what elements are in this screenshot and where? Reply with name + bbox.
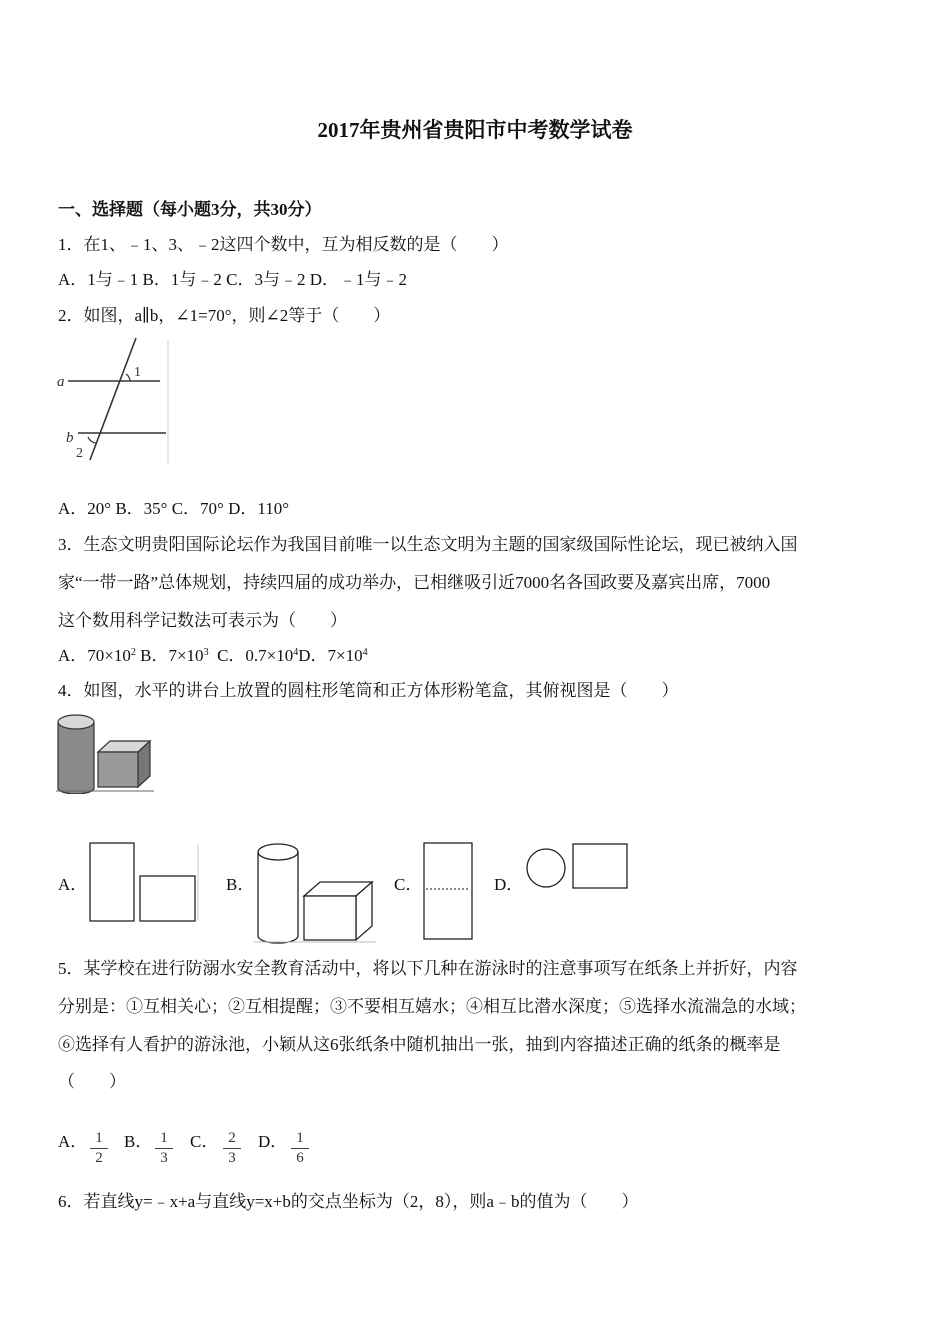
section-heading: 一、选择题（每小题3分，共30分） bbox=[58, 200, 322, 219]
q5-fraction-a-denominator: 2 bbox=[95, 1150, 103, 1166]
q2-options: A．20° B．35° C．70° D．110° bbox=[58, 499, 290, 518]
q5-fraction-a bbox=[88, 1130, 110, 1167]
q1-options: A．1与﹣1 B．1与﹣2 C．3与﹣2 D．﹣1与﹣2 bbox=[58, 270, 407, 289]
page-title: 2017年贵州省贵阳市中考数学试卷 bbox=[317, 118, 633, 142]
q4-option-c-label: C． bbox=[394, 875, 423, 894]
q4-option-b-figure bbox=[254, 840, 378, 946]
q2-label-1: 1 bbox=[134, 365, 141, 380]
q5-fraction-c-numerator: 2 bbox=[228, 1130, 236, 1146]
q4-option-c-figure bbox=[422, 840, 476, 942]
q3-option-a: A．70×10 bbox=[58, 646, 131, 665]
q4-option-d-figure bbox=[522, 840, 632, 894]
q3-option-d: D．7×10 bbox=[298, 646, 363, 665]
q3-option-c-exponent: 4 bbox=[293, 647, 299, 658]
q5-fraction-b-denominator: 3 bbox=[160, 1150, 168, 1166]
q5-option-b-label: B． bbox=[124, 1132, 153, 1151]
q5-fraction-d-denominator: 6 bbox=[296, 1150, 304, 1166]
q5-option-d-label: D． bbox=[258, 1132, 288, 1151]
q5-option-c-label: C． bbox=[190, 1132, 219, 1151]
q5-fraction-d bbox=[289, 1130, 311, 1167]
q2-label-b: b bbox=[66, 430, 74, 446]
q3-options bbox=[58, 645, 368, 667]
q5-line-1: 5．某学校在进行防溺水安全教育活动中，将以下几种在游泳时的注意事项写在纸条上并折好，内容 bbox=[58, 959, 798, 978]
q4-option-a-label: A． bbox=[58, 875, 88, 894]
q5-fraction-b bbox=[153, 1130, 175, 1167]
q3-option-b-exponent: 3 bbox=[203, 647, 209, 658]
q3-option-d-exponent: 4 bbox=[362, 647, 368, 658]
q4-option-d-label: D． bbox=[494, 875, 524, 894]
q5-option-a-label: A． bbox=[58, 1132, 88, 1151]
q6-stem: 6．若直线y=﹣x+a与直线y=x+b的交点坐标为（2，8），则a﹣b的值为（ ） bbox=[58, 1192, 639, 1211]
q4-option-a-figure bbox=[88, 840, 200, 924]
q5-line-3: ⑥选择有人看护的游泳池，小颖从这6张纸条中随机抽出一张，抽到内容描述正确的纸条的概率是 bbox=[58, 1035, 781, 1054]
q1-stem: 1．在1、﹣1、3、﹣2这四个数中，互为相反数的是（ ） bbox=[58, 235, 509, 254]
q2-stem: 2．如图，a∥b，∠1=70°，则∠2等于（ ） bbox=[58, 306, 391, 325]
q4-option-b-label: B． bbox=[226, 875, 255, 894]
q5-fraction-c-denominator: 3 bbox=[228, 1150, 236, 1166]
q3-option-c: C．0.7×10 bbox=[217, 646, 294, 665]
q5-line-2: 分别是：①互相关心；②互相提醒；③不要相互嬉水；④相互比潜水深度；⑤选择水流湍急的水域； bbox=[58, 997, 806, 1016]
q3-option-a-exponent: 2 bbox=[130, 647, 136, 658]
q3-line-2: 家“一带一路”总体规划，持续四届的成功举办，已相继吸引近7000名各国政要及嘉宾出席，7000 bbox=[58, 573, 771, 592]
q5-fraction-a-numerator: 1 bbox=[95, 1130, 103, 1146]
q2-parallel-lines-figure bbox=[52, 336, 172, 466]
q3-option-b: B．7×10 bbox=[140, 646, 204, 665]
q4-cylinder-and-cube-figure bbox=[56, 712, 156, 794]
q5-fraction-b-numerator: 1 bbox=[160, 1130, 168, 1146]
q2-label-a: a bbox=[57, 374, 65, 390]
q3-line-3: 这个数用科学记数法可表示为（ ） bbox=[58, 611, 347, 630]
q2-label-2: 2 bbox=[76, 446, 83, 461]
q3-line-1: 3．生态文明贵阳国际论坛作为我国目前唯一以生态文明为主题的国家级国际性论坛，现已被纳入国 bbox=[58, 535, 798, 554]
q4-stem: 4．如图，水平的讲台上放置的圆柱形笔筒和正方体形粉笔盒，其俯视图是（ ） bbox=[58, 681, 679, 700]
q5-fraction-c bbox=[221, 1130, 243, 1167]
q5-fraction-d-numerator: 1 bbox=[296, 1130, 304, 1146]
q5-line-4: （ ） bbox=[58, 1072, 126, 1091]
